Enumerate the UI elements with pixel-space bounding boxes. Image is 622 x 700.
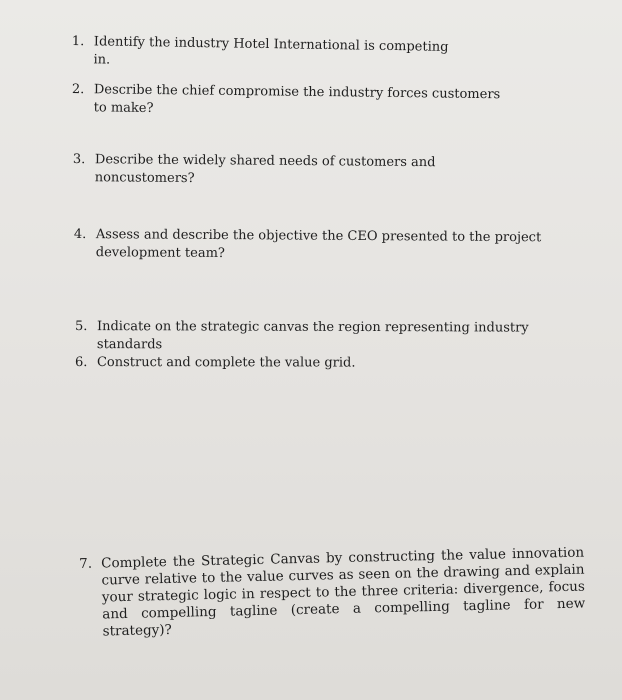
question-number: 7. <box>79 555 93 572</box>
question-7 <box>79 545 586 641</box>
question-text: Describe the widely shared needs of customers and noncustomers? <box>94 152 436 187</box>
question-text: Complete the Strategic Canvas by constructing the value innovation curve relative to the value curves as seen on the drawing and explain your strategic logic in respect to the three criteria: divergence, focus and compelling tagline (create a compelling tagline for new strategy)? <box>100 544 586 640</box>
question-1 <box>71 33 452 75</box>
question-text: Describe the chief compromise the industry forces customers to make? <box>93 82 501 116</box>
question-text: Identify the industry Hotel International is competing in. <box>93 34 449 68</box>
question-text: Construct and complete the value grid. <box>96 355 356 371</box>
question-number: 5. <box>74 319 88 335</box>
question-number: 4. <box>73 226 87 243</box>
question-number: 6. <box>74 355 88 371</box>
question-5 <box>75 318 545 356</box>
question-text: Assess and describe the objective the CEO presented to the project development team? <box>95 227 542 262</box>
question-2 <box>72 81 512 122</box>
question-text: Indicate on the strategic canvas the region representing industry standards <box>96 319 529 353</box>
question-number: 2. <box>71 81 85 98</box>
question-number: 3. <box>72 151 86 168</box>
question-4 <box>74 226 574 265</box>
question-6 <box>75 354 375 373</box>
question-number: 1. <box>71 33 85 50</box>
question-3 <box>73 151 493 191</box>
